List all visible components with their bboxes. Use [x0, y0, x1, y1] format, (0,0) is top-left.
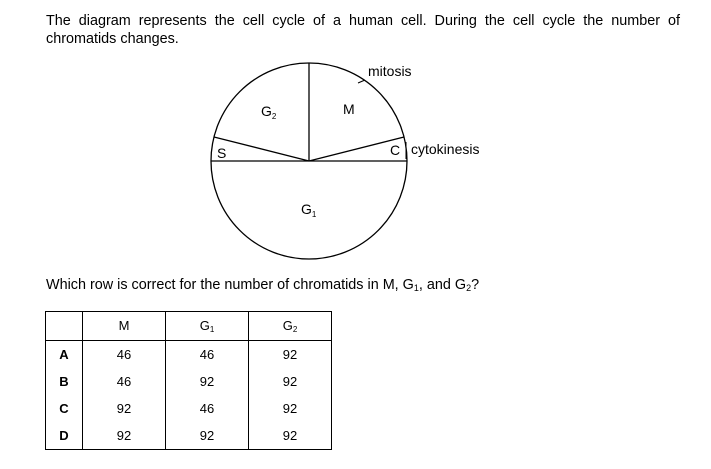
table-header-row: [46, 312, 332, 341]
cell-g1: 46: [166, 341, 249, 369]
header-m: M: [83, 312, 166, 341]
cell-m: 46: [83, 368, 166, 395]
mitosis-callout-line: [358, 80, 365, 83]
header-g1: $G_1$: [166, 312, 249, 341]
cytokinesis-callout: cytokinesis: [411, 141, 480, 157]
cell-m: 92: [83, 422, 166, 450]
s-wedge-upper-line: [214, 137, 309, 161]
table-row: [46, 368, 332, 395]
cell-g2: 92: [249, 368, 332, 395]
row-label: A: [46, 341, 83, 369]
phase-label-c: C: [390, 142, 401, 158]
table-row: [46, 341, 332, 369]
answer-table: [45, 311, 332, 450]
row-label: B: [46, 368, 83, 395]
question-text: Which row is correct for the number of chromatids in M, $G_1$, and $G_2$?: [46, 277, 480, 293]
cell-g2: 92: [249, 395, 332, 422]
intro-text: The diagram represents the cell cycle of a human cell. During the cell cycle the number of chromatids changes.: [46, 13, 680, 47]
phase-label-g2: $G_2$: [261, 103, 277, 121]
cell-g1: 92: [166, 368, 249, 395]
cell-g1: 46: [166, 395, 249, 422]
cell-m: 92: [83, 395, 166, 422]
cell-g1: 92: [166, 422, 249, 450]
header-g2: $G_2$: [249, 312, 332, 341]
phase-label-m: M: [343, 101, 355, 117]
table-row: [46, 395, 332, 422]
table-row: [46, 422, 332, 450]
row-label: C: [46, 395, 83, 422]
header-corner-cell: [46, 312, 83, 341]
cell-g2: 92: [249, 341, 332, 369]
cell-m: 46: [83, 341, 166, 369]
phase-label-g1: $G_1$: [301, 201, 317, 219]
phase-label-s: S: [217, 145, 227, 161]
row-label: D: [46, 422, 83, 450]
cell-g2: 92: [249, 422, 332, 450]
mitosis-callout: mitosis: [368, 63, 412, 79]
